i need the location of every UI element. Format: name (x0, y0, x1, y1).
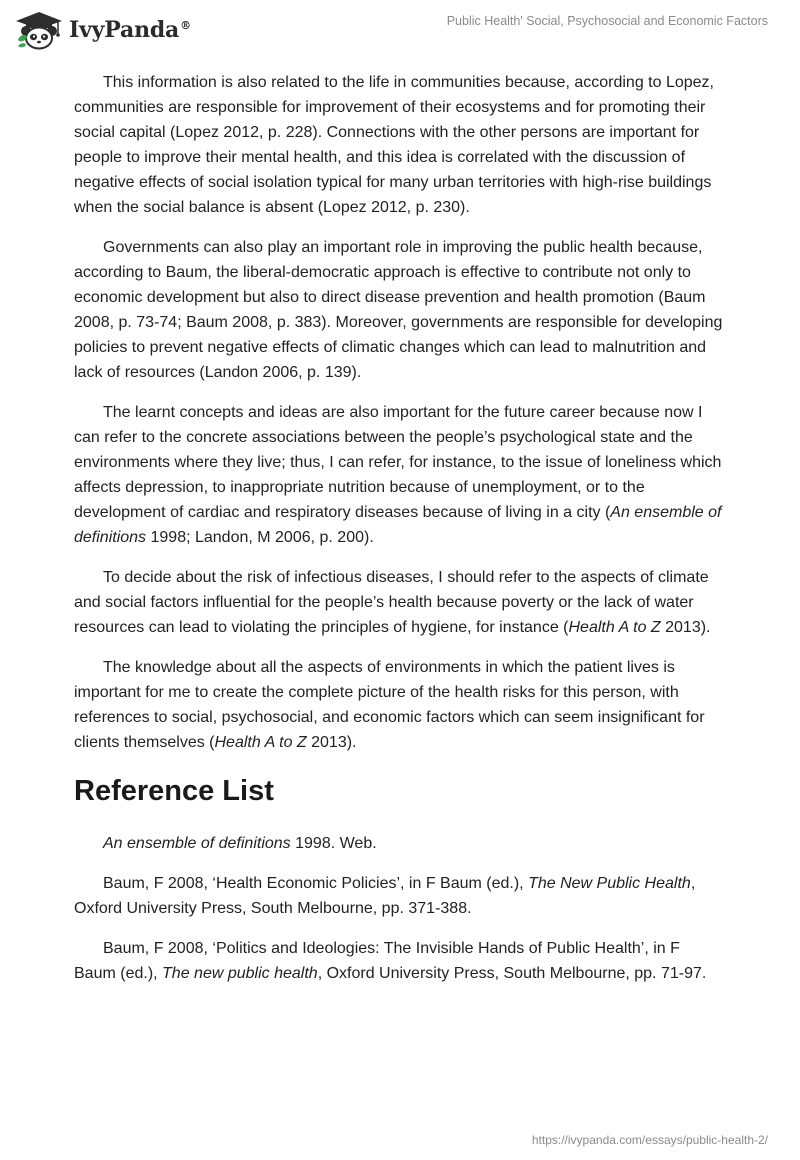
body-paragraph: This information is also related to the life in communities because, according to Lopez, communities are responsible for improvement of their ecosystems and for promoting their social capital (Lopez 2012, p. 228). Connections with the other persons are important for people to improve their mental health, and this idea is correlated with the discussion of negative effects of social isolation typical for many urban territories with high-rise buildings when the social balance is absent (Lopez 2012, p. 230). (74, 74, 714, 216)
source-url[interactable]: https://ivypanda.com/essays/public-health-2/ (531, 1133, 768, 1147)
reference-entry: Baum, F 2008, ‘Health Economic Policies’, in F Baum (ed.), The New Public Health, Oxford University Press, South Melbourne, pp. 371-388. (74, 875, 696, 917)
page-header (0, 0, 800, 60)
document-title: Public Health' Social, Psychosocial and Economic Factors (446, 14, 768, 28)
essay-paragraphs (74, 70, 726, 755)
body-paragraph: Governments can also play an important role in improving the public health because, according to Baum, the liberal-democratic approach is effective to contribute not only to economic development but also to direct disease prevention and health promotion (Baum 2008, p. 73-74; Baum 2008, p. 383). Moreover, governments are responsible for developing policies to prevent negative effects of climatic changes which can lead to malnutrition and lack of resources (Landon 2006, p. 139). (74, 239, 723, 381)
reference-list-heading: Reference List (74, 775, 274, 807)
registered-mark: ® (180, 18, 191, 32)
panda-graduate-icon (14, 10, 64, 50)
reference-entry: An ensemble of definitions 1998. Web. (103, 835, 377, 852)
reference-entry: Baum, F 2008, ‘Politics and Ideologies: The Invisible Hands of Public Health’, in F Baum (ed.), The new public health, Oxford University Press, South Melbourne, pp. 71-97. (74, 940, 707, 982)
body-paragraph: The knowledge about all the aspects of environments in which the patient lives is important for me to create the complete picture of the health risks for this person, with references to social, psychosocial, and economic factors which can seem insignificant for clients themselves (Health A to Z 2013). (74, 659, 705, 751)
ivypanda-logo[interactable] (14, 10, 191, 50)
brand-name: IvyPanda® (69, 17, 191, 43)
body-paragraph: The learnt concepts and ideas are also important for the future career because now I can refer to the concrete associations between the people’s psychological state and the environments where they live; thus, I can refer, for instance, to the issue of loneliness which affects depression, to inappropriate nutrition because of unemployment, or to the development of cardiac and respiratory diseases because of living in a city (An ensemble of definitions 1998; Landon, M 2006, p. 200). (74, 404, 722, 546)
body-paragraph: To decide about the risk of infectious diseases, I should refer to the aspects of climate and social factors influential for the people’s health because poverty or the lack of water resources can lead to violating the principles of hygiene, for instance (Health A to Z 2013). (74, 569, 711, 636)
essay-body (74, 70, 726, 1001)
reference-list (74, 831, 726, 986)
